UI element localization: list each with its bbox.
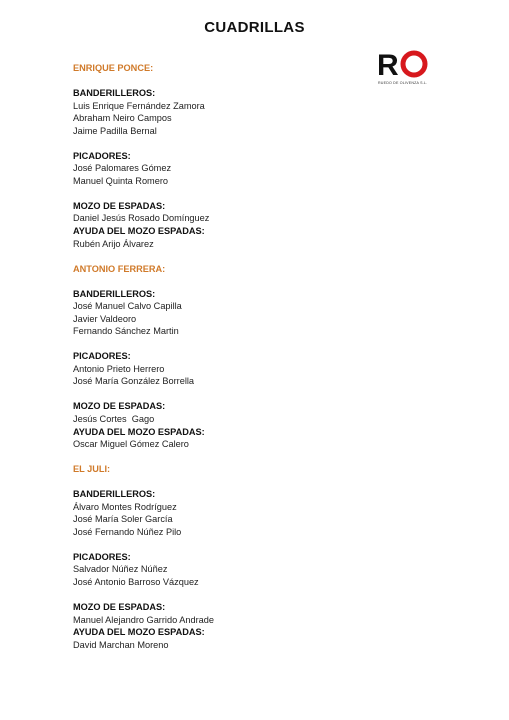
picadores-group <box>73 350 373 388</box>
ayuda-name: Rubén Arijo Álvarez <box>73 238 154 249</box>
ayuda-name: David Marchan Moreno <box>73 639 169 650</box>
banderillero-name: Abraham Neiro Campos <box>73 113 172 124</box>
torero-name: ANTONIO FERRERA: <box>73 263 166 274</box>
picadores-label: PICADORES: <box>73 351 131 362</box>
banderillero-name: José María Soler García <box>73 514 173 525</box>
company-logo <box>376 46 428 86</box>
banderillero-name: Fernando Sánchez Martin <box>73 326 179 337</box>
banderilleros-group <box>73 288 373 338</box>
mozo-label: MOZO DE ESPADAS: <box>73 602 166 612</box>
banderillero-name: José Manuel Calvo Capilla <box>73 301 182 312</box>
picadores-group <box>73 150 373 188</box>
picador-name: Manuel Quinta Romero <box>73 175 168 186</box>
torero-name: ENRIQUE PONCE: <box>73 63 154 73</box>
banderillero-name: Javier Valdeoro <box>73 313 137 324</box>
ayuda-label: AYUDA DEL MOZO ESPADAS: <box>73 225 205 236</box>
ayuda-label: AYUDA DEL MOZO ESPADAS: <box>73 627 205 638</box>
picadores-label: PICADORES: <box>73 150 131 161</box>
banderilleros-label: BANDERILLEROS: <box>73 88 156 99</box>
mozo-group <box>73 200 373 250</box>
banderillero-name: Luis Enrique Fernández Zamora <box>73 100 205 111</box>
cuadrilla-section <box>73 263 373 451</box>
mozo-label: MOZO DE ESPADAS: <box>73 200 166 211</box>
page-title: CUADRILLAS <box>204 19 305 36</box>
picadores-label: PICADORES: <box>73 551 131 562</box>
picador-name: José Antonio Barroso Vázquez <box>73 576 199 587</box>
cuadrilla-section <box>73 62 373 250</box>
banderilleros-label: BANDERILLEROS: <box>73 489 156 500</box>
mozo-name: Manuel Alejandro Garrido Andrade <box>73 614 214 625</box>
picadores-group <box>73 551 373 589</box>
mozo-group <box>73 400 373 450</box>
banderilleros-group <box>73 488 373 538</box>
cuadrilla-section <box>73 463 373 651</box>
ayuda-name: Oscar Miguel Gómez Calero <box>73 439 189 450</box>
ayuda-label: AYUDA DEL MOZO ESPADAS: <box>73 426 205 437</box>
banderillero-name: Jaime Padilla Bernal <box>73 125 157 136</box>
banderilleros-group <box>73 87 373 137</box>
torero-name: EL JULI: <box>73 464 111 475</box>
picador-name: Salvador Núñez Núñez <box>73 564 168 575</box>
banderilleros-label: BANDERILLEROS: <box>73 288 156 299</box>
cuadrillas-list <box>73 62 373 664</box>
picador-name: Antonio Prieto Herrero <box>73 363 165 374</box>
ruedo-de-olivenza-logo-icon <box>376 46 428 86</box>
svg-text:RUEDO DE OLIVENZA S.L.: RUEDO DE OLIVENZA S.L. <box>378 81 428 85</box>
banderillero-name: Álvaro Montes Rodríguez <box>73 501 177 512</box>
mozo-group <box>73 601 373 651</box>
svg-text:R: R <box>377 49 399 82</box>
banderillero-name: José Fernando Núñez Pilo <box>73 526 182 537</box>
mozo-name: Daniel Jesús Rosado Domínguez <box>73 213 210 224</box>
mozo-name: Jesús Cortes Gago <box>73 413 155 424</box>
mozo-label: MOZO DE ESPADAS: <box>73 401 166 412</box>
picador-name: José María González Borrella <box>73 376 195 387</box>
picador-name: José Palomares Gómez <box>73 163 172 174</box>
